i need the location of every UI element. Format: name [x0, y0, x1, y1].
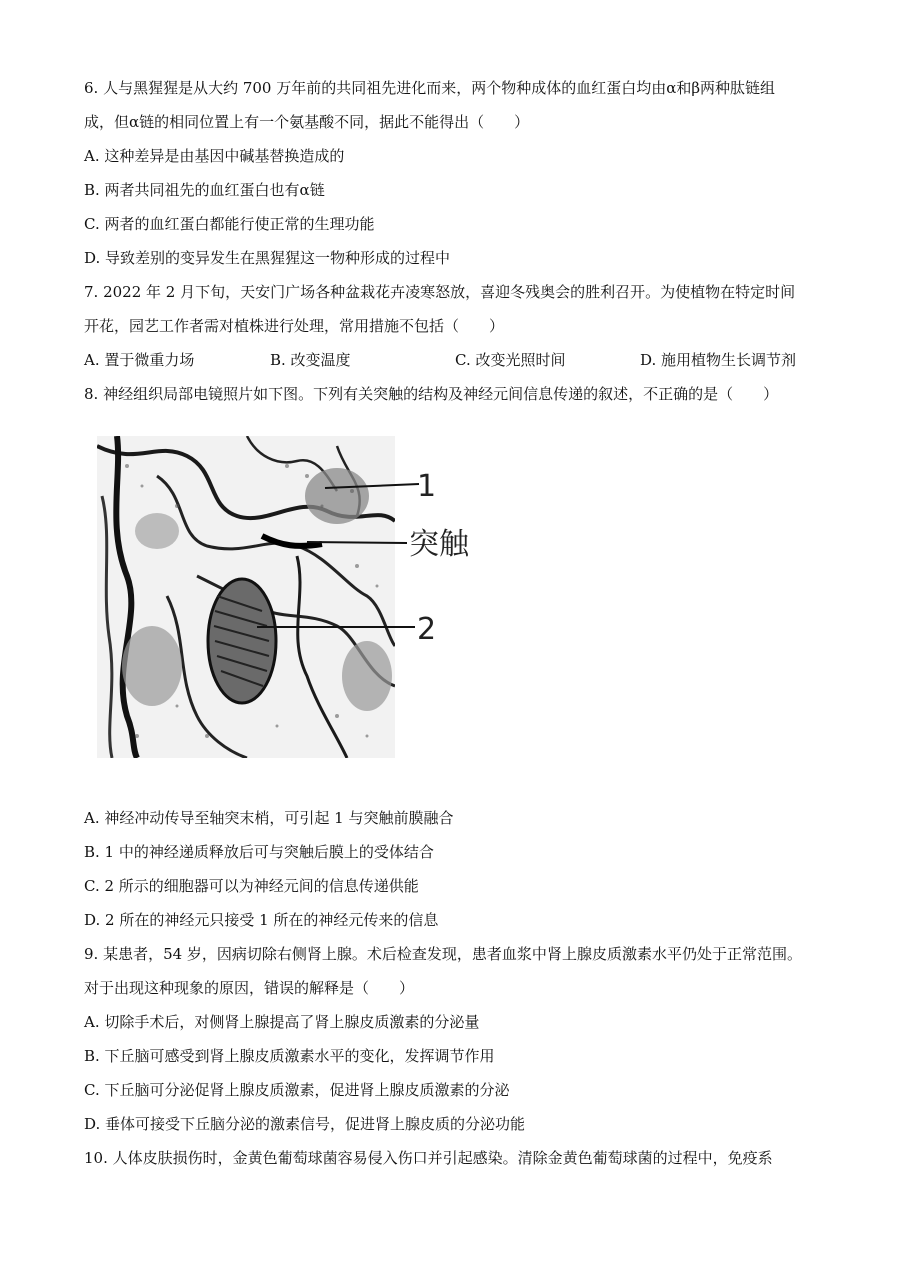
figure-callouts — [97, 436, 497, 762]
q6-stem-line1: 6. 人与黑猩猩是从大约 700 万年前的共同祖先进化而来，两个物种成体的血红蛋白均由α和β两种肽链组 — [84, 79, 776, 97]
q8-option-b: B. 1 中的神经递质释放后可与突触后膜上的受体结合 — [84, 843, 434, 861]
q6-option-d: D. 导致差别的变异发生在黑猩猩这一物种形成的过程中 — [84, 249, 451, 267]
q8-option-a: A. 神经冲动传导至轴突末梢，可引起 1 与突触前膜融合 — [84, 809, 454, 827]
q6-option-b: B. 两者共同祖先的血红蛋白也有α链 — [84, 181, 325, 199]
q9-option-c: C. 下丘脑可分泌促肾上腺皮质激素，促进肾上腺皮质激素的分泌 — [84, 1081, 510, 1099]
q9-stem-line1: 9. 某患者，54 岁，因病切除右侧肾上腺。术后检查发现，患者血浆中肾上腺皮质激素水平仍处于正常范围。 — [84, 945, 802, 963]
q6-option-c: C. 两者的血红蛋白都能行使正常的生理功能 — [84, 215, 375, 233]
q7-option-c: C. 改变光照时间 — [455, 351, 566, 369]
figure-label-synapse: 突触 — [409, 527, 469, 562]
q8-option-d: D. 2 所在的神经元只接受 1 所在的神经元传来的信息 — [84, 911, 439, 929]
q7-stem-line2: 开花，园艺工作者需对植株进行处理，常用措施不包括（ ） — [84, 317, 505, 335]
q7-option-a: A. 置于微重力场 — [84, 351, 195, 369]
figure-label-1: 1 — [417, 469, 437, 504]
synapse-micrograph-figure — [97, 436, 497, 762]
q9-stem-line2: 对于出现这种现象的原因，错误的解释是（ ） — [84, 979, 415, 997]
q6-stem-line2: 成，但α链的相同位置上有一个氨基酸不同，据此不能得出（ ） — [84, 113, 530, 131]
q7-option-d: D. 施用植物生长调节剂 — [640, 351, 797, 369]
q7-option-b: B. 改变温度 — [270, 351, 351, 369]
q7-stem-line1: 7. 2022 年 2 月下旬，天安门广场各种盆栽花卉凌寒怒放，喜迎冬残奥会的胜利召开。为使植物在特定时间 — [84, 283, 796, 301]
q9-option-d: D. 垂体可接受下丘脑分泌的激素信号，促进肾上腺皮质的分泌功能 — [84, 1115, 526, 1133]
q9-option-a: A. 切除手术后，对侧肾上腺提高了肾上腺皮质激素的分泌量 — [84, 1013, 480, 1031]
callout-line-synapse — [307, 542, 407, 543]
q10-stem-line1: 10. 人体皮肤损伤时，金黄色葡萄球菌容易侵入伤口并引起感染。清除金黄色葡萄球菌的过程中，免疫系 — [84, 1149, 773, 1167]
q9-option-b: B. 下丘脑可感受到肾上腺皮质激素水平的变化，发挥调节作用 — [84, 1047, 495, 1065]
figure-label-2: 2 — [417, 612, 437, 647]
callout-line-1 — [325, 484, 419, 488]
q8-stem: 8. 神经组织局部电镜照片如下图。下列有关突触的结构及神经元间信息传递的叙述，不正确的是（ ） — [84, 385, 779, 403]
q6-option-a: A. 这种差异是由基因中碱基替换造成的 — [84, 147, 345, 165]
q8-option-c: C. 2 所示的细胞器可以为神经元间的信息传递供能 — [84, 877, 419, 895]
